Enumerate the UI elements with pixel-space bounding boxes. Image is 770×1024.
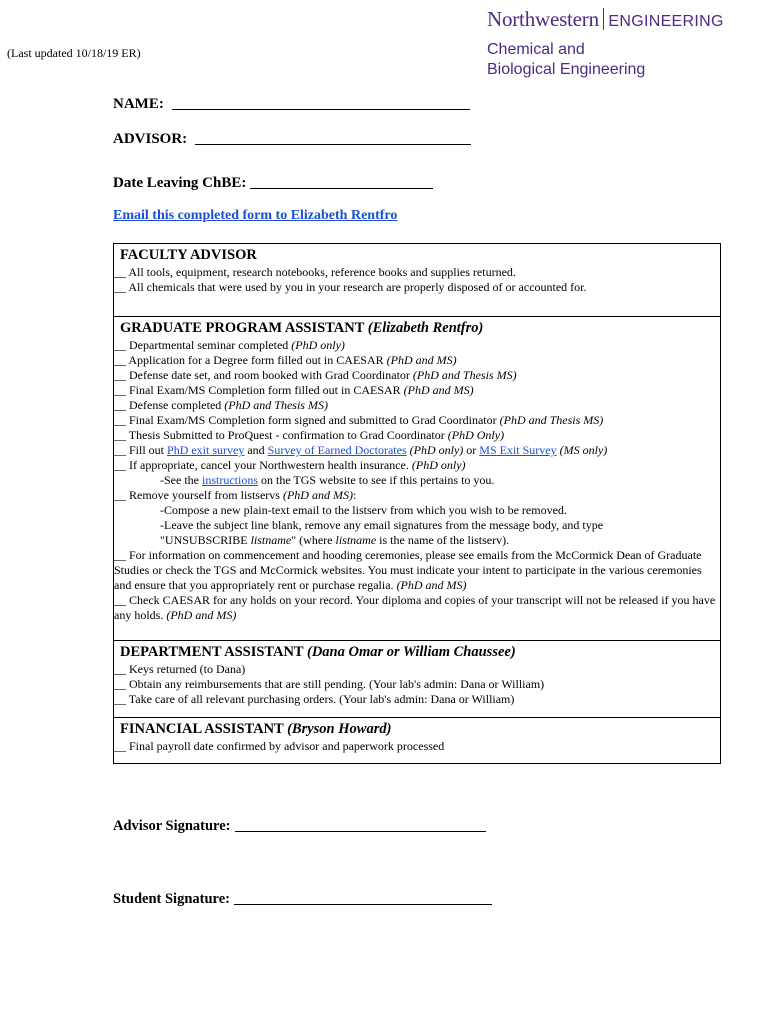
logo-northwestern-text: Northwestern bbox=[487, 7, 599, 31]
advisor-signature-line[interactable] bbox=[235, 818, 486, 832]
date-leaving-input-line[interactable] bbox=[250, 175, 433, 189]
checklist-subitem: -See the instructions on the TGS website to see if this pertains to you. bbox=[160, 473, 495, 487]
date-leaving-label: Date Leaving ChBE: bbox=[113, 175, 247, 191]
advisor-field[interactable] bbox=[113, 131, 471, 148]
ms-exit-survey-link[interactable]: MS Exit Survey bbox=[479, 443, 557, 457]
student-signature-label: Student Signature: bbox=[113, 891, 230, 907]
dept-heading: DEPARTMENT ASSISTANT (Dana Omar or William Chaussee) bbox=[120, 644, 516, 660]
checklist-item: __ If appropriate, cancel your Northwestern health insurance. (PhD only) bbox=[114, 458, 466, 472]
checklist-item: __ Take care of all relevant purchasing orders. (Your lab's admin: Dana or William) bbox=[114, 692, 515, 706]
finance-contact-name: (Bryson Howard) bbox=[287, 721, 392, 737]
tgs-instructions-link[interactable]: instructions bbox=[201, 473, 258, 487]
northwestern-engineering-logo bbox=[487, 7, 724, 80]
checklist-item: __ All tools, equipment, research notebooks, reference books and supplies returned. bbox=[114, 265, 516, 279]
name-label: NAME: bbox=[113, 96, 164, 112]
faculty-advisor-heading: FACULTY ADVISOR bbox=[120, 247, 257, 263]
email-form-link[interactable]: Email this completed form to Elizabeth Rentfro bbox=[113, 208, 398, 223]
checklist-item: __ Final payroll date confirmed by advisor and paperwork processed bbox=[114, 739, 445, 753]
checklist-item: __ Final Exam/MS Completion form signed and submitted to Grad Coordinator (PhD and Thesis MS) bbox=[114, 413, 604, 427]
checklist-item: __ Keys returned (to Dana) bbox=[114, 662, 246, 676]
checklist-item: __ Remove yourself from listservs (PhD and MS): bbox=[114, 488, 357, 502]
phd-exit-survey-link[interactable]: PhD exit survey bbox=[167, 443, 245, 457]
date-leaving-field[interactable] bbox=[113, 175, 433, 192]
logo-dept-line2: Biological Engineering bbox=[487, 61, 646, 78]
advisor-signature-field[interactable] bbox=[113, 818, 486, 835]
faculty-advisor-section bbox=[114, 244, 720, 317]
checklist-item: __ Application for a Degree form filled out in CAESAR (PhD and MS) bbox=[114, 353, 457, 367]
checklist-item: __ All chemicals that were used by you in your research are properly disposed of or accounted for. bbox=[114, 280, 587, 294]
logo-dept-line1: Chemical and bbox=[487, 41, 585, 58]
checklist-item: __ Departmental seminar completed (PhD only) bbox=[114, 338, 345, 352]
checklist-item: __ Fill out PhD exit survey and Survey of Earned Doctorates (PhD only) or MS Exit Survey (MS only) bbox=[114, 443, 608, 457]
gpa-contact-name: (Elizabeth Rentfro) bbox=[367, 320, 484, 336]
checklist-item: __ Defense completed (PhD and Thesis MS) bbox=[114, 398, 328, 412]
logo-divider bbox=[603, 8, 605, 30]
student-signature-line[interactable] bbox=[234, 891, 492, 905]
student-signature-field[interactable] bbox=[113, 891, 492, 908]
checklist-subitem: "UNSUBSCRIBE listname" (where listname is the name of the listserv). bbox=[160, 533, 510, 547]
name-field[interactable] bbox=[113, 96, 470, 113]
checklist-item: __ Final Exam/MS Completion form filled out in CAESAR (PhD and MS) bbox=[114, 383, 474, 397]
financial-assistant-section bbox=[114, 718, 720, 763]
checklist-item: __ Thesis Submitted to ProQuest - confirmation to Grad Coordinator (PhD Only) bbox=[114, 428, 505, 442]
checklist-item: __ Obtain any reimbursements that are still pending. (Your lab's admin: Dana or William) bbox=[114, 677, 545, 691]
checkout-checklist-table bbox=[113, 243, 721, 764]
name-input-line[interactable] bbox=[172, 96, 470, 110]
last-updated-note: (Last updated 10/18/19 ER) bbox=[7, 46, 141, 60]
dept-contact-names: (Dana Omar or William Chaussee) bbox=[306, 644, 516, 660]
checklist-subitem: -Leave the subject line blank, remove any email signatures from the message body, and type bbox=[160, 518, 604, 532]
logo-engineering-text: ENGINEERING bbox=[608, 13, 724, 30]
advisor-input-line[interactable] bbox=[195, 131, 471, 145]
advisor-signature-label: Advisor Signature: bbox=[113, 818, 231, 834]
survey-earned-doctorates-link[interactable]: Survey of Earned Doctorates bbox=[267, 443, 407, 457]
checklist-item: __ Defense date set, and room booked with Grad Coordinator (PhD and Thesis MS) bbox=[114, 368, 517, 382]
department-assistant-section bbox=[114, 641, 720, 718]
finance-heading: FINANCIAL ASSISTANT (Bryson Howard) bbox=[120, 721, 392, 737]
advisor-label: ADVISOR: bbox=[113, 131, 188, 147]
checklist-subitem: -Compose a new plain-text email to the listserv from which you wish to be removed. bbox=[160, 503, 567, 517]
graduate-program-assistant-section bbox=[114, 317, 720, 641]
gpa-heading: GRADUATE PROGRAM ASSISTANT (Elizabeth Rentfro) bbox=[120, 320, 484, 336]
checklist-item: __ Check CAESAR for any holds on your record. Your diploma and copies of your transcript will not be released if you have any holds. (PhD and MS) bbox=[114, 593, 716, 622]
checklist-item: __ For information on commencement and hooding ceremonies, please see emails from the McCormick Dean of Graduate Studies or check the TGS and McCormick websites. You must indicate your intent to participate in the various ceremonies and ensure that you appropriately rent or purchase regalia. (PhD and MS) bbox=[114, 548, 702, 592]
